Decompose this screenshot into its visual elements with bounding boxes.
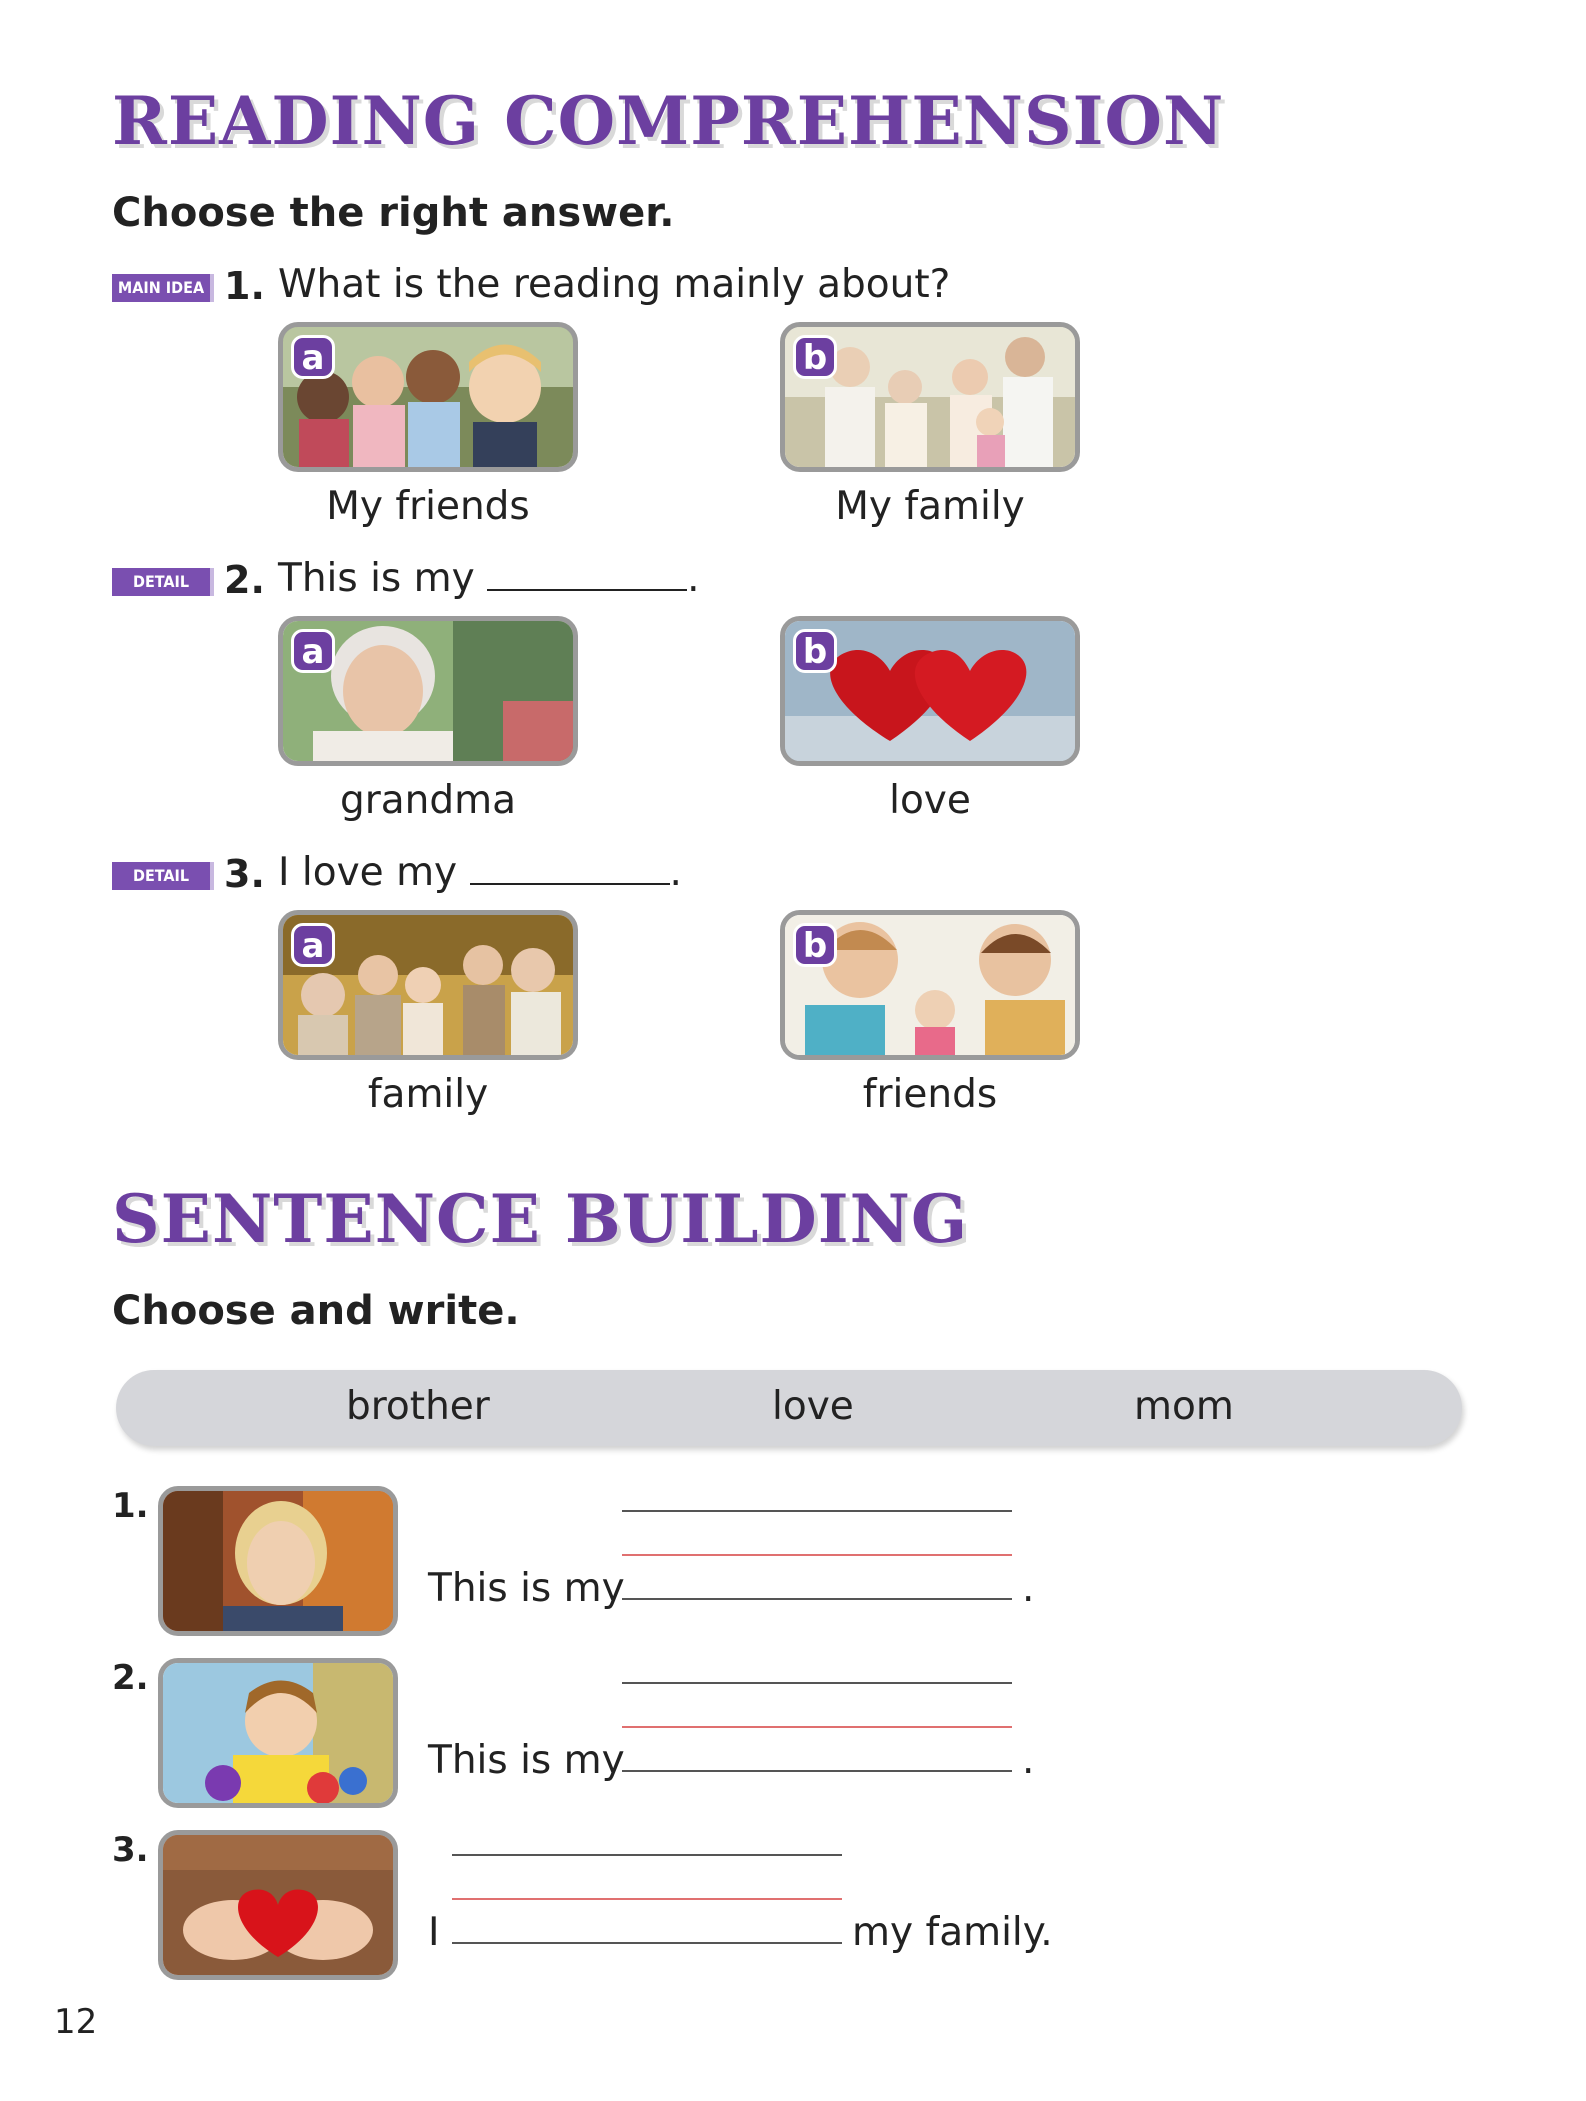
option-letter-badge: a xyxy=(291,923,335,967)
section-title-reading: READING COMPREHENSION xyxy=(112,82,1225,160)
word-bank-word[interactable]: brother xyxy=(346,1384,490,1429)
answer-blank[interactable] xyxy=(470,883,670,885)
question-number: 1. xyxy=(224,264,265,308)
question-text-start: I love my xyxy=(278,850,458,895)
question-text xyxy=(278,850,682,895)
option-photo-family[interactable] xyxy=(780,322,1080,472)
answer-line[interactable] xyxy=(622,1770,1012,1772)
word-bank xyxy=(116,1370,1462,1446)
option-caption: friends xyxy=(862,1072,998,1117)
option-photo-friends[interactable] xyxy=(278,322,578,472)
writing-midline xyxy=(622,1554,1012,1556)
question-number: 2. xyxy=(224,558,265,602)
question-text-end: . xyxy=(687,556,700,601)
section-title-building: SENTENCE BUILDING xyxy=(112,1180,969,1258)
option-letter-badge: b xyxy=(793,629,837,673)
question-text: What is the reading mainly about? xyxy=(278,262,951,307)
brother-photo-illustration xyxy=(163,1663,393,1803)
sentence-start: I xyxy=(428,1910,440,1955)
item-number: 1. xyxy=(112,1486,149,1526)
item-photo-mom xyxy=(158,1486,398,1636)
item-photo-brother xyxy=(158,1658,398,1808)
detail-tag: DETAIL xyxy=(112,862,214,890)
writing-midline xyxy=(622,1726,1012,1728)
instruction-building: Choose and write. xyxy=(112,1288,520,1334)
main-idea-tag: MAIN IDEA xyxy=(112,274,214,302)
sentence-end: . xyxy=(1022,1566,1035,1611)
sentence-start: This is my xyxy=(428,1738,625,1783)
writing-guide-line xyxy=(622,1510,1012,1512)
sentence-start: This is my xyxy=(428,1566,625,1611)
question-text-start: This is my xyxy=(278,556,475,601)
answer-line[interactable] xyxy=(452,1942,842,1944)
option-caption: grandma xyxy=(339,778,517,823)
option-photo-friends[interactable] xyxy=(780,910,1080,1060)
detail-tag: DETAIL xyxy=(112,568,214,596)
question-text xyxy=(278,556,700,601)
page-number: 12 xyxy=(54,2002,98,2042)
option-letter-badge: b xyxy=(793,923,837,967)
sentence-end: my family. xyxy=(852,1910,1053,1955)
option-letter-badge: a xyxy=(291,335,335,379)
sentence-end: . xyxy=(1022,1738,1035,1783)
mom-photo-illustration xyxy=(163,1491,393,1631)
option-caption: My family xyxy=(835,484,1025,529)
option-letter-badge: a xyxy=(291,629,335,673)
heart-hands-photo-illustration xyxy=(163,1835,393,1975)
option-letter-badge: b xyxy=(793,335,837,379)
option-photo-love[interactable] xyxy=(780,616,1080,766)
item-number: 3. xyxy=(112,1830,149,1870)
instruction-reading: Choose the right answer. xyxy=(112,190,675,236)
option-caption: family xyxy=(367,1072,489,1117)
question-number: 3. xyxy=(224,852,265,896)
item-number: 2. xyxy=(112,1658,149,1698)
option-photo-grandma[interactable] xyxy=(278,616,578,766)
option-photo-family[interactable] xyxy=(278,910,578,1060)
answer-line[interactable] xyxy=(622,1598,1012,1600)
item-photo-love xyxy=(158,1830,398,1980)
writing-midline xyxy=(452,1898,842,1900)
writing-guide-line xyxy=(622,1682,1012,1684)
answer-blank[interactable] xyxy=(487,589,687,591)
option-caption: My friends xyxy=(326,484,530,529)
option-caption: love xyxy=(889,778,971,823)
writing-guide-line xyxy=(452,1854,842,1856)
word-bank-word[interactable]: love xyxy=(772,1384,854,1429)
word-bank-word[interactable]: mom xyxy=(1134,1384,1234,1429)
question-text-end: . xyxy=(669,850,682,895)
